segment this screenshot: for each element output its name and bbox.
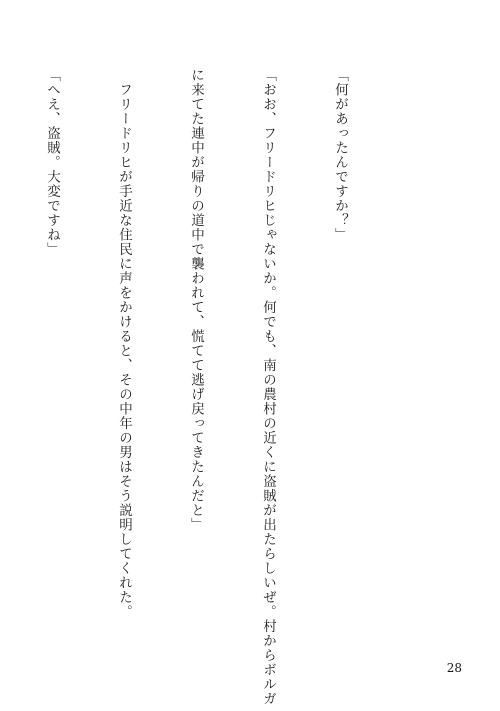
text-line: 「おお、フリードリヒじゃないか。何でも、南の農村の近くに盗賊が出たらしいぜ。村からボルガ xyxy=(260,68,276,706)
text-line: 「何があったんですか？」 xyxy=(332,68,348,242)
text-line: フリードリヒが手近な住民に声をかけると、その中年の男はそう説明してくれた。 xyxy=(116,68,132,619)
text-line: に来てた連中が帰りの道中で襲われて、慌てて逃げ戻ってきたんだと」 xyxy=(188,68,204,532)
page-number: 28 xyxy=(446,661,462,675)
text-line: 「へえ、盗賊。大変ですね」 xyxy=(44,68,60,257)
body-text xyxy=(44,68,400,706)
